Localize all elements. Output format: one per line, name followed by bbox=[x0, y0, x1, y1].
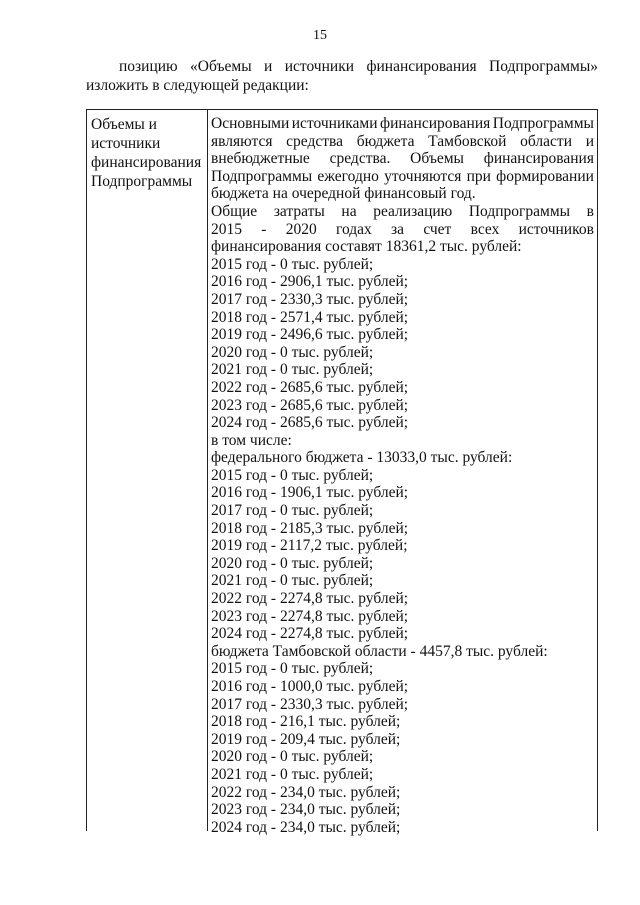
word: области bbox=[520, 132, 572, 150]
word: счет bbox=[423, 220, 452, 238]
word: и bbox=[585, 132, 594, 150]
word: реализацию bbox=[373, 202, 453, 220]
intro-word: финансирования bbox=[366, 58, 477, 75]
word: являются bbox=[211, 132, 273, 150]
funding-line: 2024 год - 2685,6 тыс. рублей; bbox=[211, 414, 409, 432]
word: затраты bbox=[273, 202, 325, 220]
funding-line: 2022 год - 2685,6 тыс. рублей; bbox=[211, 378, 409, 396]
word: 2020 bbox=[285, 220, 317, 238]
funding-line: 2019 год - 2496,6 тыс. рублей; bbox=[211, 326, 409, 344]
right-cell-line bbox=[211, 133, 594, 151]
intro-line-1 bbox=[86, 57, 598, 76]
funding-line: 2021 год - 0 тыс. рублей; bbox=[211, 572, 374, 590]
funding-line: 2017 год - 2330,3 тыс. рублей; bbox=[211, 695, 409, 713]
funding-line: 2020 год - 0 тыс. рублей; bbox=[211, 748, 374, 766]
word: формировании bbox=[496, 167, 594, 185]
word: средства. bbox=[329, 150, 391, 168]
table-left-cell bbox=[91, 115, 205, 191]
funding-line: 2015 год - 0 тыс. рублей; bbox=[211, 466, 374, 484]
intro-word: позицию bbox=[119, 58, 178, 75]
funding-line: 2018 год - 2185,3 тыс. рублей; bbox=[211, 519, 409, 537]
word: средства bbox=[286, 132, 343, 150]
right-cell-line: бюджета на очередной финансовый год. bbox=[211, 185, 476, 203]
funding-lines bbox=[211, 238, 594, 836]
right-cell-line bbox=[211, 168, 594, 186]
funding-line: 2020 год - 0 тыс. рублей; bbox=[211, 343, 374, 361]
funding-line: 2022 год - 2274,8 тыс. рублей; bbox=[211, 590, 409, 608]
word: в bbox=[586, 202, 594, 220]
funding-line: 2024 год - 2274,8 тыс. рублей; bbox=[211, 625, 409, 643]
word: Подпрограммы bbox=[468, 202, 571, 220]
intro-word: «Объемы bbox=[190, 58, 252, 75]
word: ежегодно bbox=[317, 167, 379, 185]
funding-line: 2019 год - 209,4 тыс. рублей; bbox=[211, 730, 401, 748]
word: на bbox=[341, 202, 357, 220]
funding-line: 2023 год - 234,0 тыс. рублей; bbox=[211, 801, 401, 819]
word: уточняются bbox=[384, 167, 462, 185]
left-cell-line: источники bbox=[91, 135, 161, 152]
word: Общие bbox=[211, 202, 258, 220]
page-number: 15 bbox=[313, 28, 327, 43]
word: финансирования bbox=[483, 150, 594, 168]
word: Подпрограммы bbox=[211, 167, 313, 185]
funding-line: 2017 год - 0 тыс. рублей; bbox=[211, 502, 374, 520]
funding-line: 2021 год - 0 тыс. рублей; bbox=[211, 361, 374, 379]
intro-word: источники bbox=[284, 58, 355, 75]
intro-word: и bbox=[264, 58, 273, 75]
funding-line: 2024 год - 234,0 тыс. рублей; bbox=[211, 818, 401, 836]
funding-line: 2016 год - 2906,1 тыс. рублей; bbox=[211, 273, 409, 291]
word: финансирования bbox=[380, 115, 491, 132]
intro-paragraph bbox=[86, 57, 598, 95]
right-cell-line bbox=[211, 221, 594, 239]
funding-line: в том числе: bbox=[211, 431, 292, 449]
funding-line: 2021 год - 0 тыс. рублей; bbox=[211, 765, 374, 783]
funding-line: бюджета Тамбовской области - 4457,8 тыс. рублей: bbox=[211, 642, 548, 660]
left-cell-line: Объемы и bbox=[91, 116, 157, 133]
funding-line: 2022 год - 234,0 тыс. рублей; bbox=[211, 783, 401, 801]
word: внебюджетные bbox=[211, 150, 310, 168]
word: Объемы bbox=[410, 150, 464, 168]
word: за bbox=[391, 220, 405, 238]
intro-line-2: изложить в следующей редакции: bbox=[86, 77, 309, 94]
funding-line: 2015 год - 0 тыс. рублей; bbox=[211, 660, 374, 678]
word: Подпрограммы bbox=[492, 115, 594, 132]
right-cell-line bbox=[211, 150, 594, 168]
word: источниками bbox=[291, 115, 378, 132]
funding-line: 2023 год - 2685,6 тыс. рублей; bbox=[211, 396, 409, 414]
word: годах bbox=[335, 220, 372, 238]
left-cell-line: Подпрограммы bbox=[91, 173, 193, 190]
word: при bbox=[466, 167, 491, 185]
word: всех bbox=[470, 220, 500, 238]
funding-line: 2020 год - 0 тыс. рублей; bbox=[211, 554, 374, 572]
intro-word: Подпрограммы» bbox=[489, 58, 598, 75]
word: Тамбовской bbox=[428, 132, 507, 150]
table-column-divider bbox=[207, 109, 208, 831]
table-right-cell bbox=[211, 115, 594, 836]
funding-line: 2016 год - 1000,0 тыс. рублей; bbox=[211, 678, 409, 695]
right-cell-line bbox=[211, 203, 594, 221]
right-cell-line bbox=[211, 115, 594, 133]
funding-line: 2018 год - 216,1 тыс. рублей; bbox=[211, 713, 401, 731]
word: Основными bbox=[211, 115, 290, 132]
funding-line: 2017 год - 2330,3 тыс. рублей; bbox=[211, 290, 409, 308]
funding-line: финансирования составят 18361,2 тыс. рублей: bbox=[211, 238, 522, 256]
word: 2015 bbox=[211, 220, 242, 238]
funding-line: 2016 год - 1906,1 тыс. рублей; bbox=[211, 484, 409, 502]
funding-line: 2015 год - 0 тыс. рублей; bbox=[211, 255, 374, 273]
word: бюджета bbox=[356, 132, 415, 150]
funding-line: федерального бюджета - 13033,0 тыс. рублей: bbox=[211, 449, 513, 467]
word: источников bbox=[518, 220, 594, 238]
funding-line: 2018 год - 2571,4 тыс. рублей; bbox=[211, 308, 409, 326]
funding-line: 2023 год - 2274,8 тыс. рублей; bbox=[211, 607, 409, 625]
word: - bbox=[261, 220, 267, 238]
funding-line: 2019 год - 2117,2 тыс. рублей; bbox=[211, 537, 408, 555]
left-cell-line: финансирования bbox=[91, 154, 202, 171]
